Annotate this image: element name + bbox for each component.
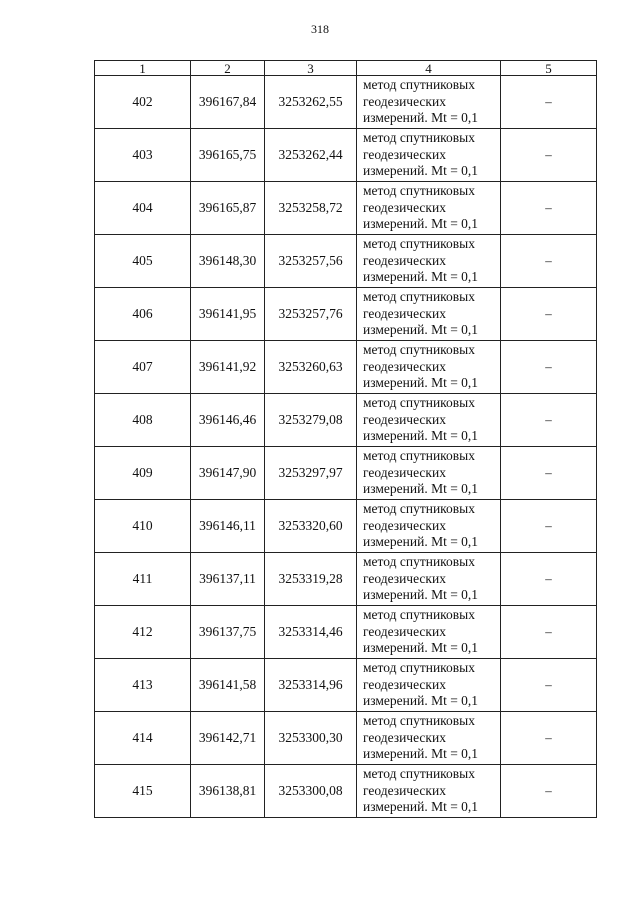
y-coordinate-cell: 3253320,60 — [265, 500, 357, 553]
table-row — [95, 712, 597, 765]
y-coordinate-cell: 3253300,30 — [265, 712, 357, 765]
table-row — [95, 76, 597, 129]
header-col-5: 5 — [501, 61, 597, 76]
header-row — [95, 61, 597, 76]
y-coordinate-cell: 3253279,08 — [265, 394, 357, 447]
method-line: метод спутниковых — [363, 607, 475, 623]
table-row — [95, 341, 597, 394]
method-line: геодезических — [363, 93, 446, 109]
method-line: геодезических — [363, 464, 446, 480]
note-cell: – — [501, 659, 597, 712]
x-coordinate-cell: 396148,30 — [191, 235, 265, 288]
point-number-cell: 403 — [95, 129, 191, 182]
y-coordinate-cell: 3253314,96 — [265, 659, 357, 712]
x-coordinate-cell: 396141,92 — [191, 341, 265, 394]
table-row — [95, 235, 597, 288]
table-row — [95, 129, 597, 182]
x-coordinate-cell: 396141,95 — [191, 288, 265, 341]
note-cell: – — [501, 182, 597, 235]
method-line: геодезических — [363, 358, 446, 374]
header-col-4: 4 — [357, 61, 501, 76]
method-cell — [357, 235, 501, 288]
y-coordinate-cell: 3253257,76 — [265, 288, 357, 341]
y-coordinate-cell: 3253262,44 — [265, 129, 357, 182]
note-cell: – — [501, 765, 597, 818]
method-line: метод спутниковых — [363, 660, 475, 676]
note-cell: – — [501, 288, 597, 341]
note-cell: – — [501, 235, 597, 288]
point-number-cell: 402 — [95, 76, 191, 129]
method-line: измерений. Mt = 0,1 — [363, 216, 479, 232]
y-coordinate-cell: 3253297,97 — [265, 447, 357, 500]
method-line: метод спутниковых — [363, 448, 475, 464]
method-line: метод спутниковых — [363, 236, 475, 252]
method-line: геодезических — [363, 146, 446, 162]
method-cell — [357, 447, 501, 500]
method-cell — [357, 341, 501, 394]
note-cell: – — [501, 712, 597, 765]
method-cell — [357, 288, 501, 341]
method-cell — [357, 712, 501, 765]
method-line: геодезических — [363, 782, 446, 798]
point-number-cell: 415 — [95, 765, 191, 818]
point-number-cell: 410 — [95, 500, 191, 553]
table-body — [95, 76, 597, 818]
method-line: метод спутниковых — [363, 766, 475, 782]
point-number-cell: 407 — [95, 341, 191, 394]
table-row — [95, 553, 597, 606]
y-coordinate-cell: 3253319,28 — [265, 553, 357, 606]
method-line: метод спутниковых — [363, 554, 475, 570]
table-header — [95, 61, 597, 76]
table-row — [95, 288, 597, 341]
note-cell: – — [501, 129, 597, 182]
x-coordinate-cell: 396147,90 — [191, 447, 265, 500]
note-cell: – — [501, 341, 597, 394]
x-coordinate-cell: 396146,46 — [191, 394, 265, 447]
method-line: метод спутниковых — [363, 501, 475, 517]
header-col-2: 2 — [191, 61, 265, 76]
method-line: измерений. Mt = 0,1 — [363, 428, 479, 444]
x-coordinate-cell: 396165,87 — [191, 182, 265, 235]
method-cell — [357, 394, 501, 447]
method-line: метод спутниковых — [363, 342, 475, 358]
table-row — [95, 659, 597, 712]
y-coordinate-cell: 3253258,72 — [265, 182, 357, 235]
method-cell — [357, 606, 501, 659]
note-cell: – — [501, 606, 597, 659]
method-cell — [357, 553, 501, 606]
method-cell — [357, 182, 501, 235]
method-line: геодезических — [363, 517, 446, 533]
header-col-1: 1 — [95, 61, 191, 76]
method-line: метод спутниковых — [363, 77, 475, 93]
coordinates-table — [94, 60, 597, 818]
method-line: геодезических — [363, 729, 446, 745]
table-row — [95, 182, 597, 235]
point-number-cell: 406 — [95, 288, 191, 341]
method-line: геодезических — [363, 252, 446, 268]
x-coordinate-cell: 396141,58 — [191, 659, 265, 712]
method-line: геодезических — [363, 411, 446, 427]
point-number-cell: 408 — [95, 394, 191, 447]
table-row — [95, 447, 597, 500]
method-line: измерений. Mt = 0,1 — [363, 163, 479, 179]
method-line: измерений. Mt = 0,1 — [363, 640, 479, 656]
note-cell: – — [501, 394, 597, 447]
method-cell — [357, 500, 501, 553]
method-line: метод спутниковых — [363, 713, 475, 729]
x-coordinate-cell: 396142,71 — [191, 712, 265, 765]
point-number-cell: 413 — [95, 659, 191, 712]
point-number-cell: 409 — [95, 447, 191, 500]
x-coordinate-cell: 396165,75 — [191, 129, 265, 182]
point-number-cell: 414 — [95, 712, 191, 765]
point-number-cell: 412 — [95, 606, 191, 659]
method-line: геодезических — [363, 305, 446, 321]
table-row — [95, 394, 597, 447]
method-line: геодезических — [363, 570, 446, 586]
note-cell: – — [501, 553, 597, 606]
method-line: измерений. Mt = 0,1 — [363, 587, 479, 603]
x-coordinate-cell: 396137,75 — [191, 606, 265, 659]
table-row — [95, 765, 597, 818]
x-coordinate-cell: 396137,11 — [191, 553, 265, 606]
method-line: измерений. Mt = 0,1 — [363, 746, 479, 762]
point-number-cell: 405 — [95, 235, 191, 288]
note-cell: – — [501, 76, 597, 129]
method-line: измерений. Mt = 0,1 — [363, 110, 479, 126]
method-line: геодезических — [363, 676, 446, 692]
point-number-cell: 404 — [95, 182, 191, 235]
method-line: метод спутниковых — [363, 130, 475, 146]
method-cell — [357, 659, 501, 712]
y-coordinate-cell: 3253314,46 — [265, 606, 357, 659]
x-coordinate-cell: 396138,81 — [191, 765, 265, 818]
method-line: измерений. Mt = 0,1 — [363, 269, 479, 285]
method-line: измерений. Mt = 0,1 — [363, 481, 479, 497]
x-coordinate-cell: 396167,84 — [191, 76, 265, 129]
method-line: метод спутниковых — [363, 395, 475, 411]
method-cell — [357, 76, 501, 129]
method-line: измерений. Mt = 0,1 — [363, 375, 479, 391]
point-number-cell: 411 — [95, 553, 191, 606]
header-col-3: 3 — [265, 61, 357, 76]
note-cell: – — [501, 447, 597, 500]
method-cell — [357, 129, 501, 182]
table-row — [95, 500, 597, 553]
y-coordinate-cell: 3253262,55 — [265, 76, 357, 129]
x-coordinate-cell: 396146,11 — [191, 500, 265, 553]
y-coordinate-cell: 3253257,56 — [265, 235, 357, 288]
table-row — [95, 606, 597, 659]
note-cell: – — [501, 500, 597, 553]
method-line: измерений. Mt = 0,1 — [363, 322, 479, 338]
method-line: измерений. Mt = 0,1 — [363, 534, 479, 550]
method-cell — [357, 765, 501, 818]
method-line: измерений. Mt = 0,1 — [363, 799, 479, 815]
method-line: геодезических — [363, 623, 446, 639]
method-line: геодезических — [363, 199, 446, 215]
method-line: измерений. Mt = 0,1 — [363, 693, 479, 709]
method-line: метод спутниковых — [363, 289, 475, 305]
y-coordinate-cell: 3253300,08 — [265, 765, 357, 818]
y-coordinate-cell: 3253260,63 — [265, 341, 357, 394]
method-line: метод спутниковых — [363, 183, 475, 199]
page-number: 318 — [311, 22, 329, 36]
